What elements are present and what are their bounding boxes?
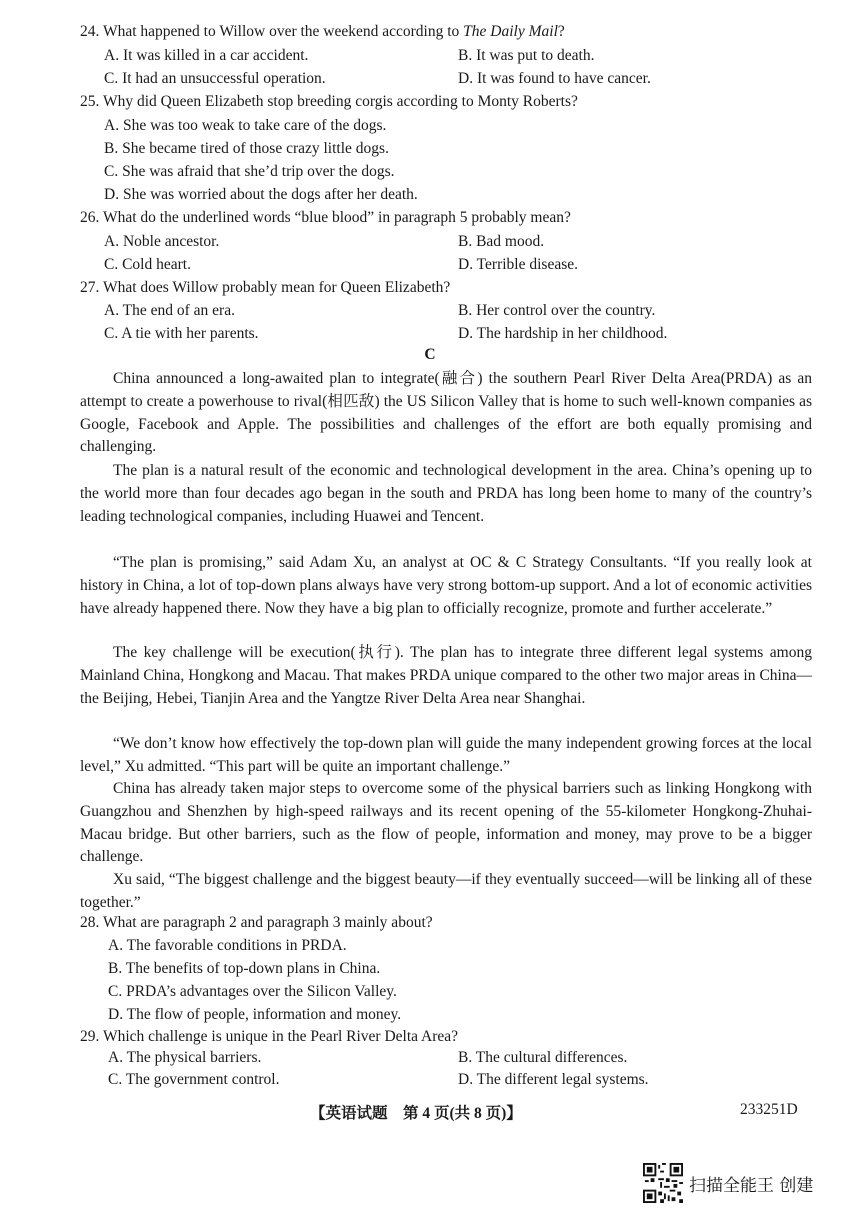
question-24-option-d[interactable]: D. It was found to have cancer. — [458, 70, 651, 87]
question-27-option-c[interactable]: C. A tie with her parents. — [104, 325, 259, 342]
question-24-stem — [80, 22, 820, 42]
question-24-stem-text: 24. What happened to Willow over the weekend according to — [80, 23, 464, 40]
question-25-option-b[interactable]: B. She became tired of those crazy little dogs. — [104, 140, 389, 157]
question-29-option-b[interactable]: B. The cultural differences. — [458, 1049, 628, 1066]
passage-paragraph-6: China has already taken major steps to overcome some of the physical barriers such as linking Hongkong with Guangzhou and Shenzhen by high-speed railways and its recent opening of the 55-kilometer Hongkong-Zhuhai-Macau bridge. But other barriers, such as the flow of people, information and money, may prove to be a bigger challenge. — [80, 780, 812, 866]
question-24-option-b[interactable]: B. It was put to death. — [458, 47, 595, 64]
page-footer-label: 【英语试题 第 4 页(共 8 页)】 — [310, 1105, 522, 1122]
question-29-stem: 29. Which challenge is unique in the Pearl River Delta Area? — [80, 1028, 459, 1045]
question-28-option-b[interactable]: B. The benefits of top-down plans in China. — [108, 960, 381, 977]
question-28-option-a[interactable]: A. The favorable conditions in PRDA. — [108, 937, 347, 954]
question-29-option-d[interactable]: D. The different legal systems. — [458, 1071, 649, 1088]
question-28-option-c[interactable]: C. PRDA’s advantages over the Silicon Valley. — [108, 983, 397, 1000]
scanner-watermark-text: 扫描全能王 创建 — [689, 1175, 814, 1196]
question-27-stem: 27. What does Willow probably mean for Queen Elizabeth? — [80, 279, 451, 296]
passage-paragraph-2: The plan is a natural result of the economic and technological development in the area. China’s opening up to the world more than four decades ago began in the south and PRDA has long been home to many of the country’s leading technological companies, including Huawei and Tencent. — [80, 462, 812, 525]
question-26-option-a[interactable]: A. Noble ancestor. — [104, 233, 220, 250]
question-28-stem: 28. What are paragraph 2 and paragraph 3 mainly about? — [80, 914, 433, 931]
question-26-stem: 26. What do the underlined words “blue blood” in paragraph 5 probably mean? — [80, 209, 571, 226]
question-29-option-a[interactable]: A. The physical barriers. — [108, 1049, 262, 1066]
question-25-stem: 25. Why did Queen Elizabeth stop breeding corgis according to Monty Roberts? — [80, 93, 578, 110]
paper-code: 233251D — [740, 1101, 798, 1118]
passage-paragraph-5: “We don’t know how effectively the top-down plan will guide the many independent growing forces at the local level,” Xu admitted. “This part will be quite an important challenge.” — [80, 735, 812, 775]
question-25-option-a[interactable]: A. She was too weak to take care of the dogs. — [104, 117, 387, 134]
question-25-option-d[interactable]: D. She was worried about the dogs after her death. — [104, 186, 418, 203]
question-29-option-c[interactable]: C. The government control. — [108, 1071, 280, 1088]
passage-paragraph-7: Xu said, “The biggest challenge and the biggest beauty—if they eventually succeed—will be linking all of these together.” — [80, 871, 812, 911]
question-27-option-a[interactable]: A. The end of an era. — [104, 302, 235, 319]
passage-paragraph-1: China announced a long-awaited plan to integrate(融合) the southern Pearl River Delta Area(PRDA) as an attempt to create a powerhouse to rival(相匹敌) the US Silicon Valley that is home to such well-known companies as Google, Facebook and Apple. The possibilities and challenges of the effort are both equally promising and challenging. — [80, 370, 812, 456]
passage-paragraph-4: The key challenge will be execution(执行). The plan has to integrate three different legal systems among Mainland China, Hongkong and Macau. That makes PRDA unique compared to the other two major areas in China—the Beijing, Hebei, Tianjin Area and the Yangtze River Delta Area near Shanghai. — [80, 644, 812, 707]
question-24-option-c[interactable]: C. It had an unsuccessful operation. — [104, 70, 326, 87]
question-24-mark: ? — [557, 23, 565, 40]
passage-paragraph-3: “The plan is promising,” said Adam Xu, an analyst at OC & C Strategy Consultants. “If you really look at history in China, a lot of top-down plans always have very strong bottom-up support. And a lot of economic activities have already happened there. Now they have a big plan to officially recognize, promote and further accelerate.” — [80, 554, 812, 617]
question-28-option-d[interactable]: D. The flow of people, information and money. — [108, 1006, 402, 1023]
question-26-option-b[interactable]: B. Bad mood. — [458, 233, 545, 250]
qr-code-icon — [643, 1163, 683, 1203]
newspaper-title: The Daily Mail — [463, 23, 558, 40]
question-24-option-a[interactable]: A. It was killed in a car accident. — [104, 47, 309, 64]
question-26-option-c[interactable]: C. Cold heart. — [104, 256, 191, 273]
question-25-option-c[interactable]: C. She was afraid that she’d trip over the dogs. — [104, 163, 395, 180]
question-27-option-d[interactable]: D. The hardship in her childhood. — [458, 325, 668, 342]
question-27-option-b[interactable]: B. Her control over the country. — [458, 302, 656, 319]
question-26-option-d[interactable]: D. Terrible disease. — [458, 256, 579, 273]
scanner-watermark — [643, 1163, 813, 1203]
section-heading-c: C — [424, 346, 436, 363]
